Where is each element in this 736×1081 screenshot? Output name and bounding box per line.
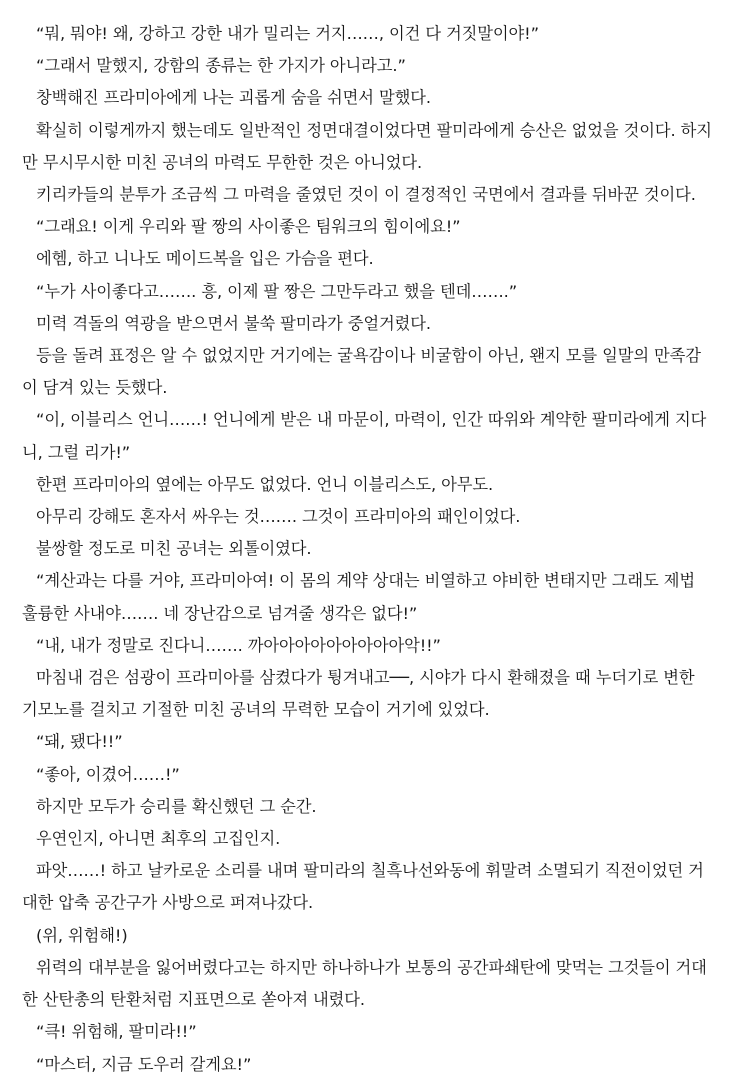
paragraph: 파앗……! 하고 날카로운 소리를 내며 팔미라의 칠흑나선와동에 휘말려 소멸되기 직전이었던 거대한 압축 공간구가 사방으로 퍼져나갔다. [22, 861, 704, 913]
paragraph: “큭! 위험해, 팔미라!!” [36, 1022, 197, 1042]
paragraph: “그래요! 이게 우리와 팔 짱의 사이좋은 팀워크의 힘이에요!” [36, 217, 461, 237]
paragraph: “돼, 됐다!!” [36, 732, 123, 752]
paragraph: “계산과는 다를 거야, 프라미아여! 이 몸의 계약 상대는 비열하고 야비한 변태지만 그래도 제법 훌륭한 사내야……. 네 장난감으로 넘겨줄 생각은 없다!” [22, 571, 695, 623]
paragraph: “뭐, 뭐야! 왜, 강하고 강한 내가 밀리는 거지……, 이건 다 거짓말이야!” [36, 24, 539, 43]
paragraph: 확실히 이렇게까지 했는데도 일반적인 정면대결이었다면 팔미라에게 승산은 없었을 것이다. 하지만 무시무시한 미친 공녀의 마력도 무한한 것은 아니었다. [22, 120, 712, 172]
paragraph: 키리카들의 분투가 조금씩 그 마력을 줄였던 것이 이 결정적인 국면에서 결과를 뒤바꾼 것이다. [36, 185, 696, 205]
paragraph: 등을 돌려 표정은 알 수 없었지만 거기에는 굴욕감이나 비굴함이 아닌, 왠지 모를 일말의 만족감이 담겨 있는 듯했다. [22, 346, 701, 398]
novel-body-text [22, 18, 714, 1081]
paragraph: 한편 프라미아의 옆에는 아무도 없었다. 언니 이블리스도, 아무도. [36, 474, 494, 494]
paragraph: “누가 사이좋다고……. 흥, 이제 팔 짱은 그만두라고 했을 텐데…….” [36, 281, 518, 301]
paragraph: 아무리 강해도 혼자서 싸우는 것……. 그것이 프라미아의 패인이었다. [36, 507, 521, 527]
paragraph: “내, 내가 정말로 진다니……. 까아아아아아아아아아악!!” [36, 635, 441, 655]
paragraph: 미력 격돌의 역광을 받으면서 불쑥 팔미라가 중얼거렸다. [36, 313, 431, 333]
paragraph: (위, 위험해!) [36, 925, 128, 945]
paragraph: 창백해진 프라미아에게 나는 괴롭게 숨을 쉬면서 말했다. [36, 88, 431, 108]
paragraph: “좋아, 이겼어……!” [36, 764, 180, 784]
paragraph: 하지만 모두가 승리를 확신했던 그 순간. [36, 796, 317, 816]
paragraph: “이, 이블리스 언니……! 언니에게 받은 내 마문이, 마력이, 인간 따위와 계약한 팔미라에게 지다니, 그럴 리가!” [22, 410, 707, 462]
paragraph: 위력의 대부분을 잃어버렸다고는 하지만 하나하나가 보통의 공간파쇄탄에 맞먹는 그것들이 거대한 산탄총의 탄환처럼 지표면으로 쏟아져 내렸다. [22, 957, 707, 1010]
paragraph: 에헴, 하고 니나도 메이드복을 입은 가슴을 편다. [36, 249, 374, 269]
paragraph: 마침내 검은 섬광이 프라미아를 삼켰다가 튕겨내고──, 시야가 다시 환해졌을 때 누더기로 변한 기모노를 걸치고 기절한 미친 공녀의 무력한 모습이 거기에 있었다. [22, 668, 695, 720]
paragraph: 불쌍할 정도로 미친 공녀는 외톨이였다. [36, 539, 312, 559]
paragraph: “그래서 말했지, 강함의 종류는 한 가지가 아니라고.” [36, 56, 406, 76]
paragraph: “마스터, 지금 도우러 갈게요!” [36, 1054, 252, 1074]
paragraph: 우연인지, 아니면 최후의 고집인지. [36, 829, 281, 849]
